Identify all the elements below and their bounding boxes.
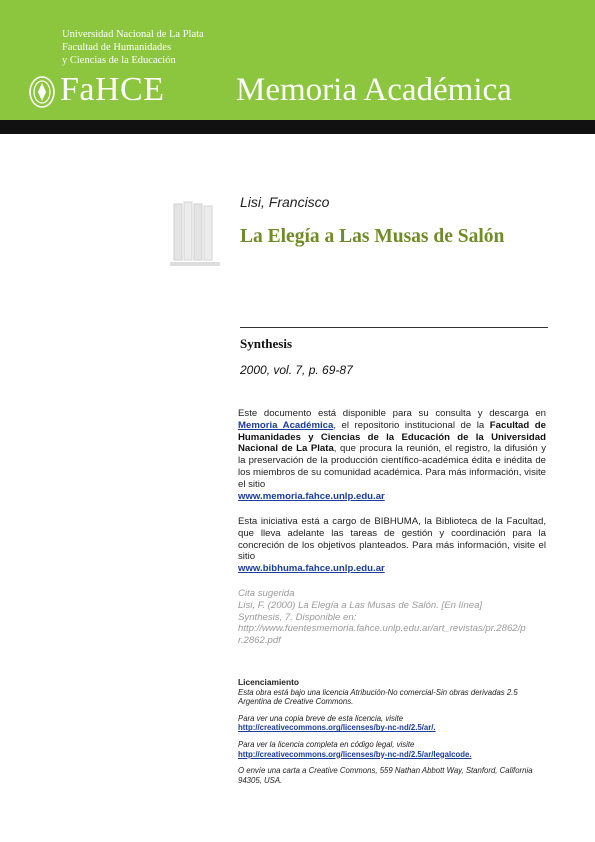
university-line: Facultad de Humanidades (62, 42, 172, 53)
journal-name: Synthesis (240, 336, 293, 351)
citation-line: Lisi, F. (2000) La Elegía a Las Musas de Salón. [En línea] (238, 599, 483, 611)
faculty-name: Facultad de Humanidades y Ciencias de la Educación de la Universidad Nacional de La Plata (238, 419, 546, 455)
license-address: O envíe una carta a Creative Commons, 559 Nathan Abbott Way, Stanford, California 94305, USA. (238, 766, 533, 785)
info-text: Este documento está disponible para su consulta y descarga en (238, 408, 546, 419)
citation-line: Synthesis, 7. Disponible en: (238, 611, 357, 623)
citation-line: r.2862.pdf (238, 635, 281, 647)
suggested-citation (238, 588, 550, 647)
bibhuma-info-paragraph (238, 516, 546, 575)
bibhuma-url-link[interactable]: www.bibhuma.fahce.unlp.edu.ar (238, 563, 385, 575)
books-logo-icon (168, 200, 222, 270)
university-line: Universidad Nacional de La Plata (62, 29, 204, 40)
document-author: Lisi, Francisco (240, 194, 330, 210)
citation-label: Cita sugerida (238, 588, 295, 599)
document-title: La Elegía a Las Musas de Salón (240, 226, 505, 247)
license-text: Esta obra está bajo una licencia Atribución-No comercial-Sin obras derivadas 2.5 Argentina de Creative Commons. (238, 687, 518, 707)
university-line: y Ciencias de la Educación (62, 55, 176, 66)
faculty-logo: FaHCE (60, 71, 165, 108)
info-text: , el repositorio institucional de la (333, 419, 485, 431)
citation-line: http://www.fuentesmemoria.fahce.unlp.edu.ar/art_revistas/pr.2862/p (238, 623, 526, 635)
license-heading: Licenciamiento (238, 677, 299, 687)
header-bar (0, 120, 595, 134)
license-text: Para ver una copia breve de esta licencia, visite (238, 713, 404, 723)
memoria-url-link[interactable]: www.memoria.fahce.unlp.edu.ar (238, 490, 385, 502)
info-text: , que procura la reunión, el registro, la difusión y la preservación de la producción científico-académica édita e inédita de los miembros de su comunidad académica. Para más información, visite el sitio (238, 443, 547, 490)
repository-logo: Memoria Académica (236, 72, 512, 108)
university-seal-icon (28, 74, 56, 110)
info-text: Esta iniciativa está a cargo de BIBHUMA, la Biblioteca de la Facultad, que lleva adelante las tareas de gestión y coordinación para la concreción de los objetivos planteados. Para más información, visite el sitio (238, 516, 546, 563)
university-name (62, 28, 204, 67)
license-text: Para ver la licencia completa en código legal, visite (238, 739, 415, 749)
divider (240, 327, 548, 328)
journal-citation: 2000, vol. 7, p. 69-87 (240, 363, 353, 377)
memoria-academica-link[interactable]: Memoria Académica (238, 419, 334, 431)
license-section (238, 678, 550, 785)
repository-info-paragraph (238, 408, 546, 502)
license-legalcode-link[interactable]: http://creativecommons.org/licenses/by-nc-nd/2.5/ar/legalcode. (238, 749, 472, 759)
license-short-link[interactable]: http://creativecommons.org/licenses/by-nc-nd/2.5/ar/. (238, 723, 436, 733)
